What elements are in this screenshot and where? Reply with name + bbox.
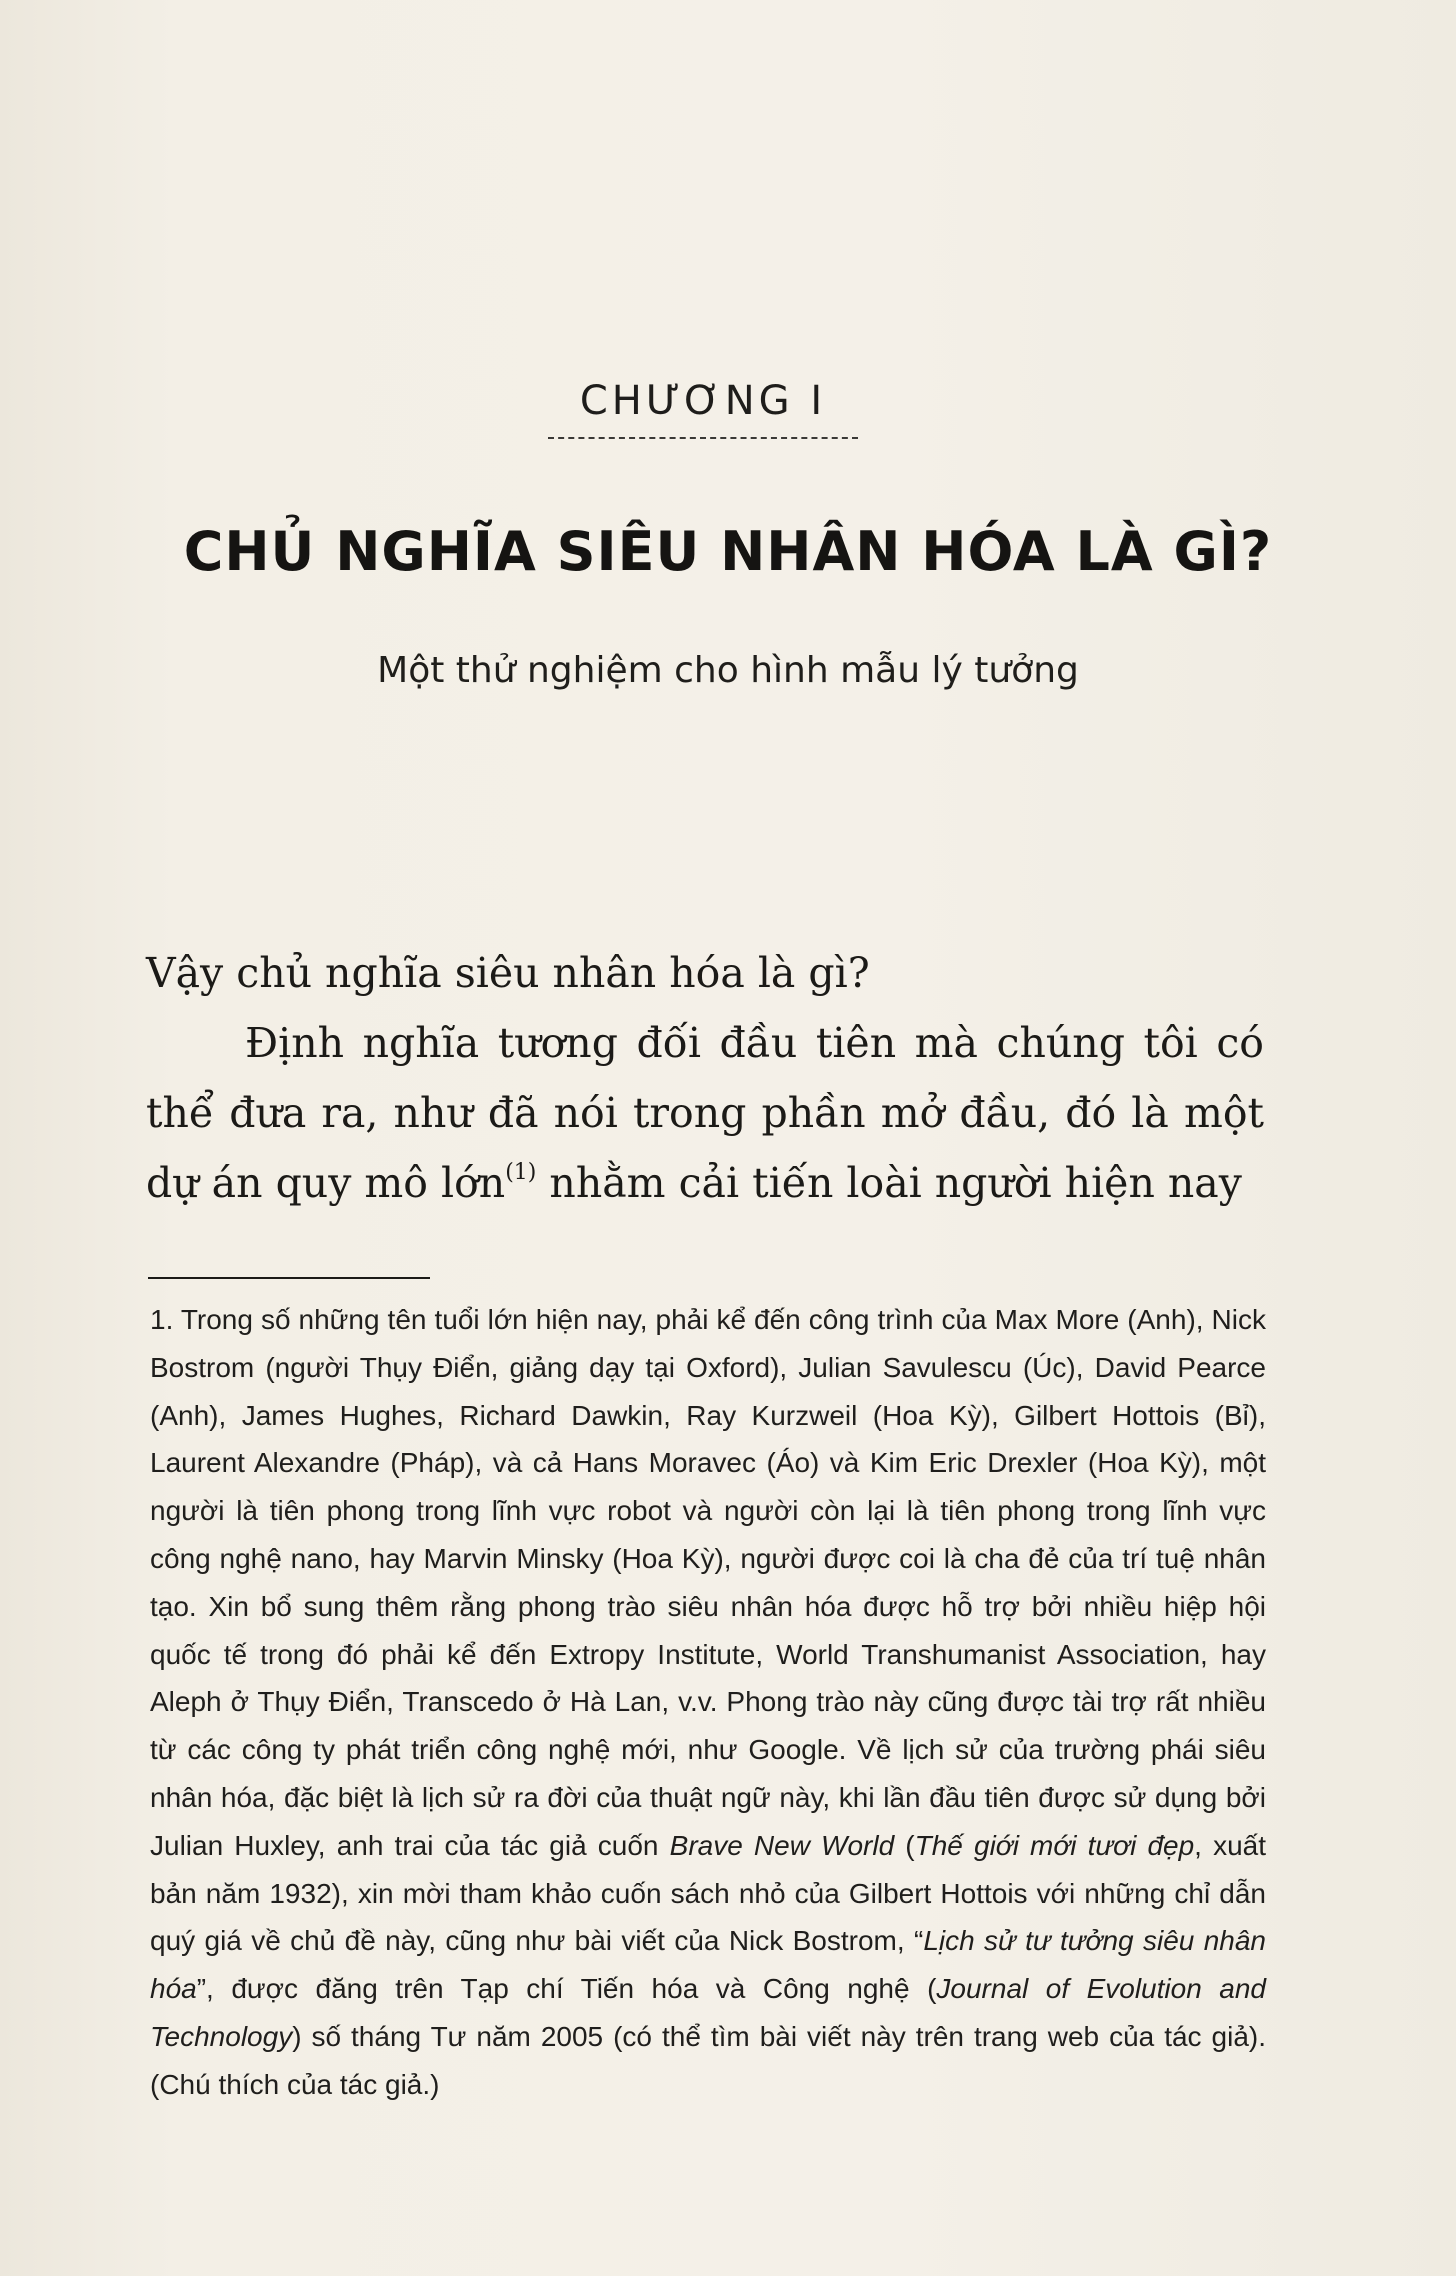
footnote-journal-title: Journal of Evolution and Technology <box>150 1973 1266 2052</box>
footnote-1 <box>150 1296 1266 2109</box>
footnote-book-title-en: Brave New World <box>669 1829 895 1861</box>
body-paragraph-2 <box>146 1008 1264 1218</box>
footnote-text-1: 1. Trong số những tên tuổi lớn hiện nay, phải kể đến công trình của Max More (Anh), Nick Bostrom (người Thụy Điển, giảng dạy tại Oxford), Julian Savulescu (Úc), David Pearce (Anh), James Hughes, Richard Dawkin, Ray Kurzweil (Hoa Kỳ), Gilbert Hottois (Bỉ), Laurent Alexandre (Pháp), và cả Hans Moravec (Áo) và Kim Eric Drexler (Hoa Kỳ), một người là tiên phong trong lĩnh vực robot và người còn lại là tiên phong trong lĩnh vực công nghệ nano, hay Marvin Minsky (Hoa Kỳ), người được coi là cha đẻ của trí tuệ nhân tạo. Xin bổ sung thêm rằng phong trào siêu nhân hóa được hỗ trợ bởi nhiều hiệp hội quốc tế trong đó phải kể đến Extropy Institute, World Transhumanist Association, hay Aleph ở Thụy Điển, Transcedo ở Hà Lan, v.v. Phong trào này cũng được tài trợ rất nhiều từ các công ty phát triển công nghệ mới, như Google. Về lịch sử của trường phái siêu nhân hóa, đặc biệt là lịch sử ra đời của thuật ngữ này, khi lần đầu tiên được sử dụng bởi Julian Huxley, anh trai của tác giả cuốn <box>150 1304 1266 1861</box>
chapter-label-underline <box>548 437 858 439</box>
footnote-text-3: , xuất bản năm 1932), xin mời tham khảo cuốn sách nhỏ của Gilbert Hottois với những chỉ dẫn quý giá về chủ đề này, cũng như bài viết của Nick Bostrom, “ <box>150 1829 1266 1957</box>
chapter-subtitle: Một thử nghiệm cho hình mẫu lý tưởng <box>377 650 1079 691</box>
body-text <box>146 938 1264 1218</box>
body-paragraph-2-text-b: nhằm cải tiến loài người hiện nay <box>536 1159 1242 1207</box>
footnote-text-4: ”, được đăng trên Tạp chí Tiến hóa và Công nghệ ( <box>196 1973 937 2005</box>
footnote-article-title: Lịch sử tư tưởng siêu nhân hóa <box>150 1925 1266 2005</box>
body-paragraph-2-text-a: Định nghĩa tương đối đầu tiên mà chúng tôi có thể đưa ra, như đã nói trong phần mở đầu, đó là một dự án quy mô lớn <box>146 1019 1264 1207</box>
footnote-text-2: ( <box>894 1829 915 1861</box>
footnote-reference-1[interactable]: (1) <box>505 1160 537 1185</box>
chapter-label: CHƯƠNG I <box>579 378 827 424</box>
footnote-book-title-vi: Thế giới mới tươi đẹp <box>914 1829 1195 1861</box>
footnote-text-5: ) số tháng Tư năm 2005 (có thể tìm bài viết này trên trang web của tác giả). (Chú thích của tác giả.) <box>150 2020 1266 2100</box>
footnote-separator <box>148 1277 430 1279</box>
body-paragraph-1: Vậy chủ nghĩa siêu nhân hóa là gì? <box>146 949 870 997</box>
chapter-title: CHỦ NGHĨA SIÊU NHÂN HÓA LÀ GÌ? <box>183 520 1273 583</box>
